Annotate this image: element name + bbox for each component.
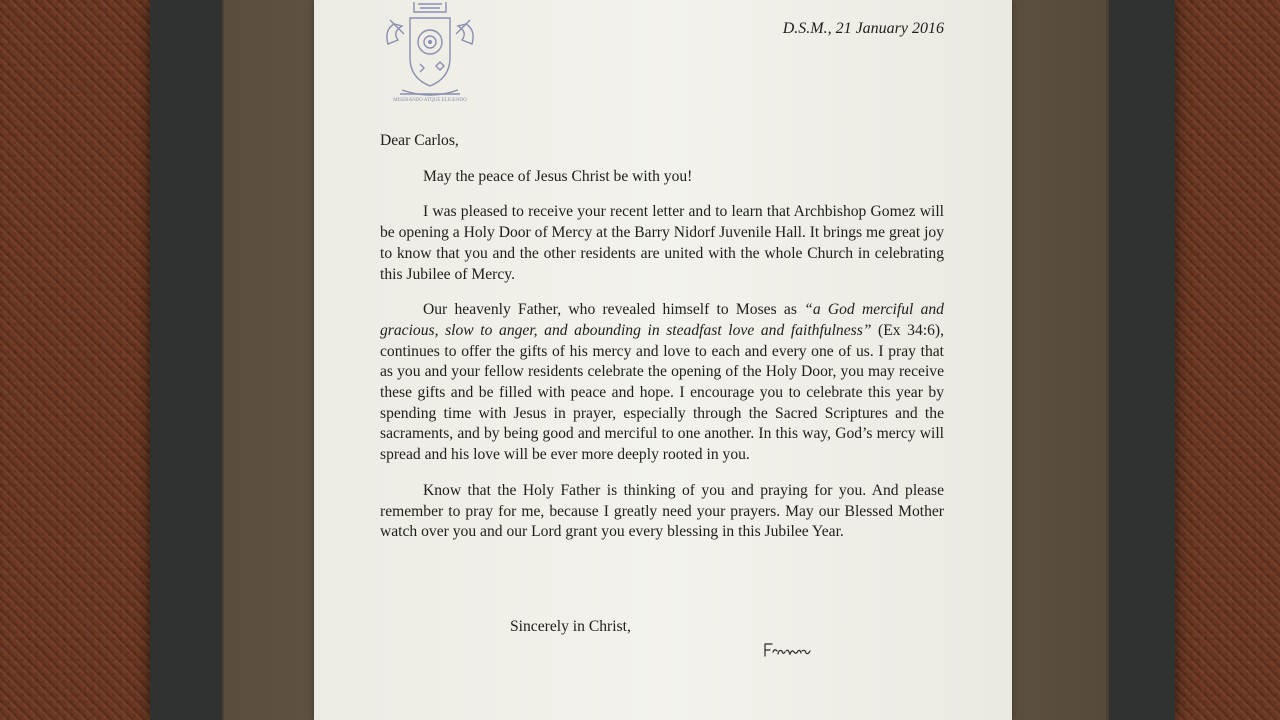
handwritten-signature	[762, 638, 814, 662]
letter-paper	[314, 0, 1012, 720]
crest-motto: MISERANDO ATQUE ELIGENDO	[393, 98, 467, 103]
scripture-quote: “a God merciful and gracious, slow to anger, and abounding in steadfast love and faithfulness”	[380, 301, 944, 339]
closing: Sincerely in Christ,	[510, 618, 631, 635]
papal-coat-of-arms-icon	[380, 0, 480, 108]
paragraph-2-intro: Our heavenly Father, who revealed himself to Moses as	[423, 301, 805, 319]
paragraph-3: Know that the Holy Father is thinking of you and praying for you. And please remember to pray for me, because I greatly need your prayers. May our Blessed Mother watch over you and our Lord grant you every blessing in this Jubilee Year.	[380, 481, 944, 541]
salutation: Dear Carlos,	[380, 132, 459, 149]
paragraph-2-rest: (Ex 34:6), continues to offer the gifts of his mercy and love to each and every one of us. I pray that as you and your fellow residents celebrate the opening of the Holy Door, you may receive these gifts and be filled with peace and hope. I encourage you to celebrate this year by spending time with Jesus in prayer, especially through the Sacred Scriptures and the sacraments, and by being good and merciful to one another. In this way, God’s mercy will spread and his love will be ever more deeply rooted in you.	[380, 321, 944, 464]
paragraph-2	[380, 300, 944, 466]
paragraph-1: I was pleased to receive your recent letter and to learn that Archbishop Gomez will be opening a Holy Door of Mercy at the Barry Nidorf Juvenile Hall. It brings me great joy to know that you and the other residents are united with the whole Church in celebrating this Jubilee of Mercy.	[380, 203, 944, 283]
letter-date: D.S.M., 21 January 2016	[782, 20, 944, 37]
letter-body	[380, 131, 944, 558]
greeting-line: May the peace of Jesus Christ be with you!	[423, 167, 693, 185]
